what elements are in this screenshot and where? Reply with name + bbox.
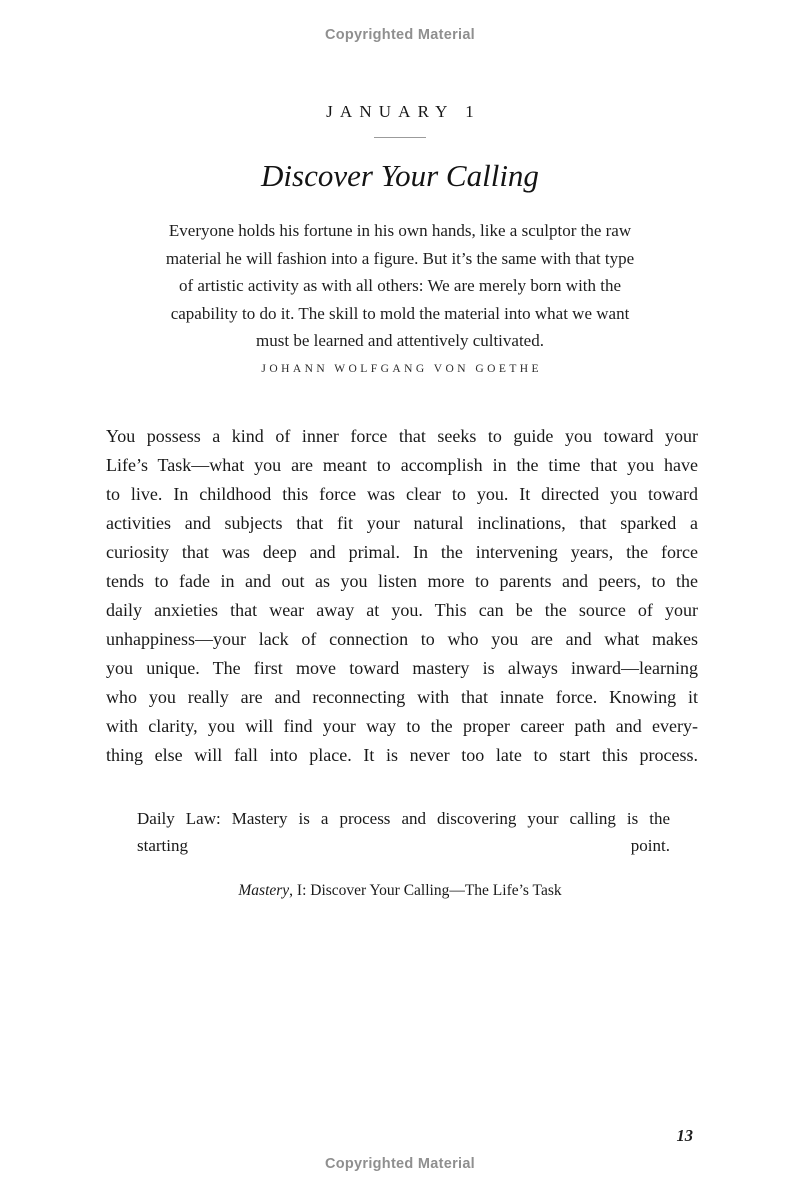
body-line: activities and subjects that fit your natural inclinations, that sparked a	[106, 513, 698, 533]
chapter-title: Discover Your Calling	[261, 158, 539, 193]
body-line: curiosity that was deep and primal. In the intervening years, the force	[106, 542, 698, 562]
source-citation	[0, 882, 800, 900]
body-line: unhappiness—your lack of connection to who you are and what makes	[106, 629, 698, 649]
epigraph-line: capability to do it. The skill to mold the material into what we want	[170, 303, 630, 323]
body-line: daily anxieties that wear away at you. This can be the source of your	[106, 600, 698, 620]
epigraph-line: material he will fashion into a figure. But it’s the same with that type	[165, 248, 635, 268]
body-line: you unique. The first move toward mastery is always inward—learning	[106, 658, 698, 678]
body-line: to live. In childhood this force was clear to you. It directed you toward	[106, 484, 698, 504]
epigraph-line: must be learned and attentively cultivated.	[256, 331, 544, 350]
epigraph-line: Everyone holds his fortune in his own hands, like a sculptor the raw	[168, 221, 632, 240]
epigraph-line: of artistic activity as with all others: We are merely born with the	[178, 276, 622, 295]
body-paragraph	[106, 422, 698, 770]
body-line: with clarity, you will find your way to the proper career path and every-	[106, 716, 698, 736]
daily-law-line: Daily Law: Mastery is a process and discovering your calling is the	[137, 809, 670, 828]
date-heading: JANUARY 1	[326, 102, 481, 121]
copyright-notice-top: Copyrighted Material	[324, 27, 475, 43]
source-work-title: Mastery	[238, 882, 290, 899]
source-citation-rest: , I: Discover Your Calling—The Life’s Task	[289, 882, 562, 899]
daily-law-line: starting point.	[137, 836, 670, 855]
page-number: 13	[676, 1126, 693, 1145]
epigraph-quote	[100, 217, 700, 355]
body-line: You possess a kind of inner force that seeks to guide you toward your	[106, 426, 698, 446]
section-divider	[374, 137, 426, 138]
body-line: thing else will fall into place. It is never too late to start this process.	[106, 745, 698, 765]
body-line: tends to fade in and out as you listen more to parents and peers, to the	[106, 571, 698, 591]
body-line: who you really are and reconnecting with that innate force. Knowing it	[106, 687, 698, 707]
epigraph-attribution: JOHANN WOLFGANG VON GOETHE	[261, 363, 543, 375]
daily-law-summary	[137, 805, 670, 859]
body-line: Life’s Task—what you are meant to accomplish in the time that you have	[106, 455, 698, 475]
copyright-notice-bottom: Copyrighted Material	[324, 1156, 475, 1172]
